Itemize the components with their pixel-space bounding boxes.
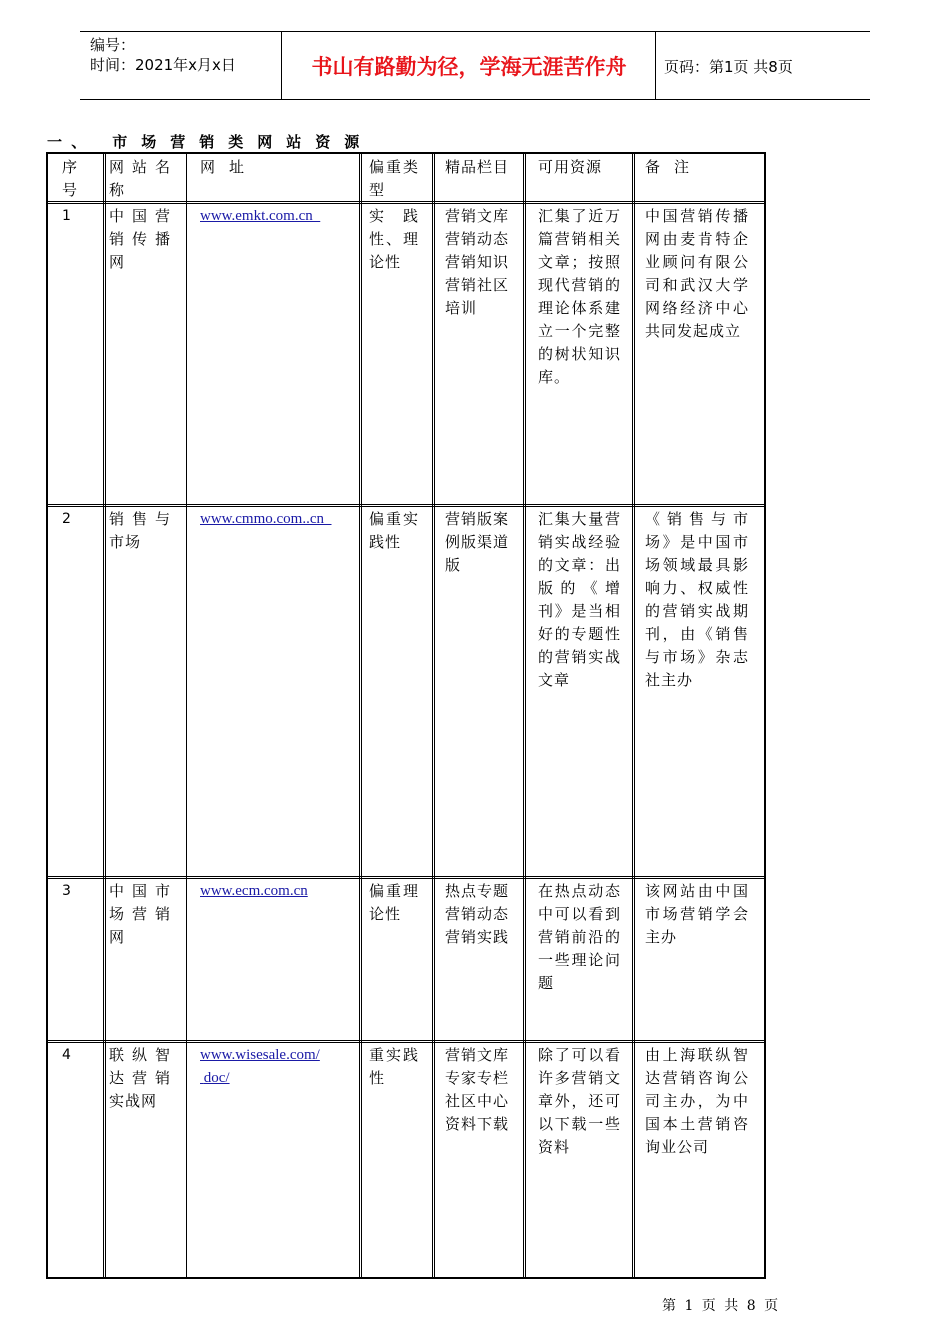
table-row-4-notes: 由上海联纵智达营销咨询公司主办，为中国本土营销咨询业公司 [645, 1046, 749, 1156]
table-row-divider [46, 1040, 766, 1043]
header-meta [90, 35, 236, 75]
table-row-4-type: 重实践性 [369, 1046, 419, 1087]
table-row-3-notes: 该网站由中国市场营销学会主办 [645, 882, 749, 946]
table-row-1-no: 1 [62, 208, 71, 224]
header-motto: 书山有路勤为径，学海无涯苦作舟 [311, 55, 627, 79]
table-row-4-no: 4 [62, 1047, 71, 1063]
table-row-2-name: 销售与市场 [109, 510, 171, 551]
column-header-notes: 备注 [645, 158, 704, 176]
table-row-2-no: 2 [62, 511, 71, 527]
table-row-4-url-suffix[interactable]: doc/ [203, 1070, 230, 1086]
table-column-divider [103, 152, 106, 1279]
section-title: 市场营销类网站资源 [112, 133, 374, 151]
table-row-2-sections: 营销版案例版渠道版 [445, 510, 510, 574]
page-header [80, 31, 870, 100]
table-row-4-name: 联纵智达营销实战网 [109, 1046, 171, 1110]
table-row-3-url-link[interactable]: www.ecm.com.cn [200, 883, 308, 899]
table-column-divider [523, 152, 526, 1279]
table-row-3-type: 偏重理论性 [369, 882, 419, 923]
table-column-divider [186, 152, 187, 1279]
table-row-2-notes: 《销售与市场》是中国市场领域最具影响力、权威性的营销实战期刊，由《销售与市场》杂志社主办 [645, 510, 749, 689]
table-row-3-no: 3 [62, 883, 71, 899]
table-row-3-sections: 热点专题营销动态营销实践 [445, 882, 510, 946]
table-row-4-url-link[interactable] [200, 1044, 320, 1090]
section-heading [47, 131, 373, 152]
table-row-1-sections: 营销文库营销动态营销知识营销社区培训 [445, 207, 510, 317]
column-header-name: 网站名称 [109, 158, 171, 199]
table-row-divider [46, 504, 766, 507]
table-column-divider [632, 152, 635, 1279]
column-header-url: 网址 [200, 158, 259, 176]
table-row-3-name: 中国市场营销网 [109, 882, 171, 946]
column-header-no: 序号 [62, 158, 79, 199]
table-column-divider [432, 152, 435, 1279]
table-row-2-resources: 汇集大量营销实战经验的文章：出版的《增刊》是当相好的专题性的营销实战文章 [538, 510, 621, 689]
table-row-4-url-line-2[interactable] [200, 1067, 320, 1090]
table-row-1-resources: 汇集了近万篇营销相关文章；按照现代营销的理论体系建立一个完整的树状知识库。 [538, 207, 621, 386]
table-row-1-url-link[interactable]: www.emkt.com.cn [200, 208, 321, 224]
table-row-4-url-line-1[interactable]: www.wisesale.com/ [200, 1047, 320, 1063]
column-header-resources: 可用资源 [538, 158, 603, 176]
header-number-label: 编号： [90, 36, 136, 54]
table-row-1-notes: 中国营销传播网由麦肯特企业顾问有限公司和武汉大学网络经济中心共同发起成立 [645, 207, 749, 340]
header-time-label: 时间：2021年x月x日 [90, 56, 236, 74]
header-divider [655, 32, 656, 99]
table-row-2-url-link[interactable]: www.cmmo.com..cn [200, 511, 332, 527]
column-header-type: 偏重类型 [369, 158, 419, 199]
column-header-sections: 精品栏目 [445, 158, 510, 176]
table-row-1-type: 实践性、理论性 [369, 207, 419, 271]
header-page-label: 页码：第1页 共8页 [664, 57, 793, 76]
table-row-4-sections: 营销文库专家专栏社区中心资料下载 [445, 1046, 510, 1133]
table-row-4-resources: 除了可以看许多营销文章外，还可以下载一些资料 [538, 1046, 621, 1156]
table-column-divider [359, 152, 362, 1279]
page-footer: 第 1 页 共 8 页 [662, 1298, 781, 1314]
section-number: 一 、 [47, 133, 89, 151]
table-row-divider [46, 876, 766, 879]
table-row-3-resources: 在热点动态中可以看到营销前沿的一些理论问题 [538, 882, 621, 992]
table-row-2-type: 偏重实践性 [369, 510, 419, 551]
table-row-1-name: 中国营销传播网 [109, 207, 171, 271]
